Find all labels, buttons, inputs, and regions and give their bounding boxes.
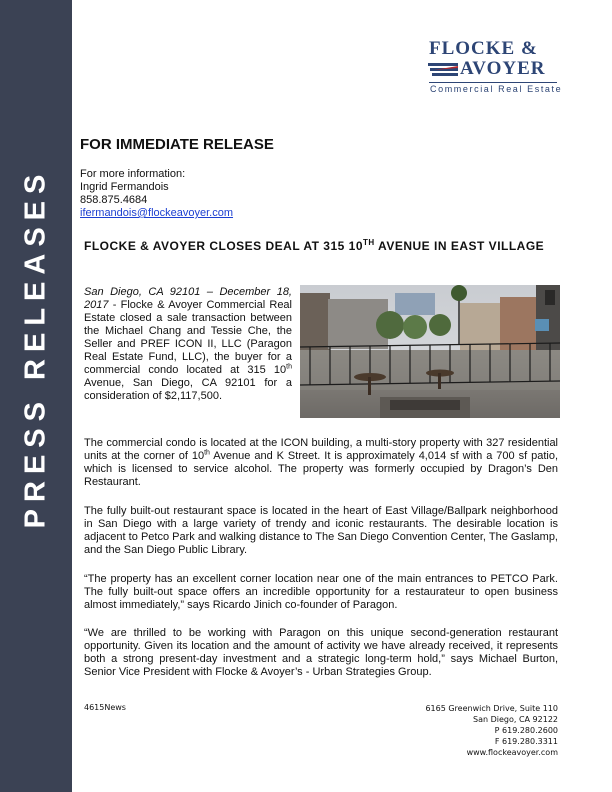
contact-intro: For more information: <box>80 168 186 180</box>
contact-phone: 858.875.4684 <box>80 194 148 206</box>
footer-address1: 6165 Greenwich Drive, Suite 110 <box>425 704 558 713</box>
p2-text-b: Avenue and K Street. It is approximately 4,014 sf with a 700 sf patio, which is licensed to service alcohol. The property was formerly occupied by Dragon’s Den Restaurant. <box>84 450 559 488</box>
contact-name: Ingrid Fermandois <box>80 181 169 193</box>
sidebar-label: PRESS RELEASES <box>19 167 52 529</box>
footer-phone: P 619.280.2600 <box>494 726 558 735</box>
body-paragraph-quote-jinich: “The property has an excellent corner location near one of the main entrances to PETCO Park. The fully built-out space offers an incredible opportunity for a restaurateur to open business almost immediately,” says Ricardo Jinich co-founder of Paragon. <box>84 573 558 611</box>
p2-text-a: The commercial condo is located at the ICON building, a multi-story property with 327 residential units at the corner of 10 <box>84 437 558 462</box>
footer-address-block <box>425 703 558 758</box>
lede-paragraph <box>84 286 292 403</box>
body-paragraph-location: The fully built-out restaurant space is located in the heart of East Village/Ballpark neighborhood in San Diego with a large variety of trendy and iconic restaurants. The desirable location is adjacent to Petco Park and walking distance to The San Diego Convention Center, The Gaslamp, and the San Diego Public Library. <box>84 505 558 556</box>
lede-text1: - Flocke & Avoyer Commercial Real Estate closed a sale transaction between the Michael Chang and Tessie Che, the Seller and PREF ICON II, LLC (Paragon Real Estate Fund, LLC), the buyer for a commercial condo located at 315 10 <box>84 299 292 376</box>
p2-sup: th <box>204 449 210 457</box>
logo-line2: AVOYER <box>460 58 546 79</box>
body-paragraph-quote-burton: “We are thrilled to be working with Paragon on this unique second-generation restaurant opportunity. Given its location and the amount of activity we have already received, it represents both a strong present-day investment and a strategic long-term hold,” says Michael Burton, Senior Vice President with Flocke & Avoyer’s - Urban Strategies Group. <box>84 627 558 678</box>
body-paragraph-property <box>84 437 558 489</box>
footer-code: 4615News <box>84 703 126 712</box>
footer-fax: F 619.280.3311 <box>494 737 558 746</box>
logo-divider <box>429 82 557 83</box>
headline-part1: FLOCKE & AVOYER CLOSES DEAL AT 315 10 <box>84 239 363 253</box>
contact-email-link[interactable]: ifermandois@flockeavoyer.com <box>80 207 234 219</box>
footer-website: www.flockeavoyer.com <box>466 748 558 757</box>
headline-sup: TH <box>363 238 375 247</box>
logo-mark-icon <box>428 61 462 79</box>
headline <box>84 238 558 254</box>
lede-sup: th <box>286 363 292 371</box>
property-photo <box>300 285 560 418</box>
logo-line1: FLOCKE & <box>429 38 538 59</box>
company-logo <box>424 38 563 98</box>
sidebar-band <box>0 0 72 792</box>
contact-block <box>80 168 233 220</box>
footer-address2: San Diego, CA 92122 <box>472 715 558 724</box>
dateline: San Diego, CA 92101 – December 18, 2017 <box>84 286 292 311</box>
logo-tagline: Commercial Real Estate <box>430 84 563 94</box>
release-title: FOR IMMEDIATE RELEASE <box>80 136 274 153</box>
headline-part2: AVENUE IN EAST VILLAGE <box>374 239 545 253</box>
lede-text2: Avenue, San Diego, CA 92101 for a consideration of $2,117,500. <box>84 377 292 402</box>
